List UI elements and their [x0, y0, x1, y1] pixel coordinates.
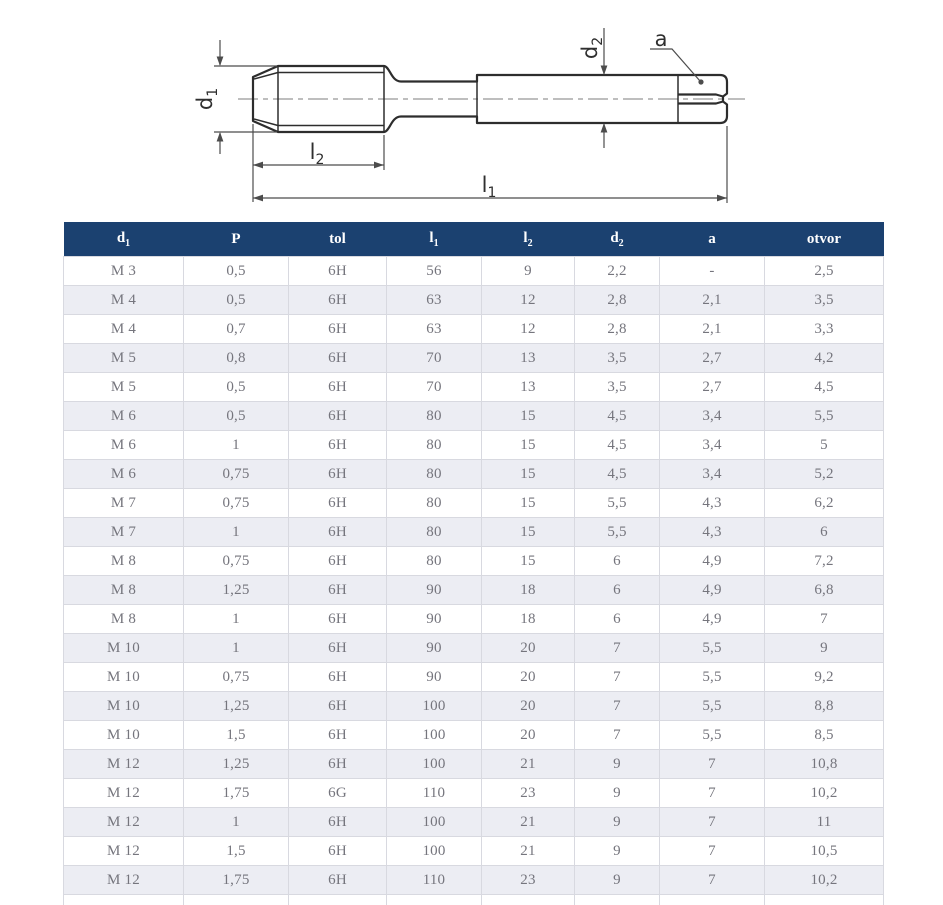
table-cell: 63 — [387, 286, 482, 315]
table-cell: 7 — [660, 808, 765, 837]
table-cell: M 4 — [64, 286, 184, 315]
table-cell: 56 — [387, 257, 482, 286]
table-cell: 6H — [289, 344, 387, 373]
table-cell: 6H — [289, 721, 387, 750]
table-cell: 9 — [575, 779, 660, 808]
table-cell: 7 — [575, 663, 660, 692]
table-cell: M 7 — [64, 518, 184, 547]
l2-arrow-right — [374, 162, 384, 169]
column-header-a: a — [660, 222, 765, 257]
table-cell: 6H — [289, 257, 387, 286]
table-cell: 15 — [482, 431, 575, 460]
table-cell: 1,25 — [184, 692, 289, 721]
table-cell: M 10 — [64, 692, 184, 721]
table-cell: M 10 — [64, 721, 184, 750]
column-header-d2: $d_2$ — [575, 222, 660, 257]
table-cell: 5 — [765, 431, 884, 460]
table-cell: 3,4 — [660, 402, 765, 431]
table-row — [64, 257, 884, 286]
table-cell: 1,5 — [184, 837, 289, 866]
table-cell: 12 — [482, 315, 575, 344]
table-cell: 90 — [387, 634, 482, 663]
column-header-l2: $l_2$ — [482, 222, 575, 257]
table-cell: 20 — [482, 721, 575, 750]
table-cell: 6 — [575, 605, 660, 634]
table-cell: 80 — [387, 489, 482, 518]
table-cell: M 8 — [64, 547, 184, 576]
table-cell: 3,4 — [660, 460, 765, 489]
table-cell: 6H — [289, 837, 387, 866]
clipped-row — [64, 895, 884, 905]
table-cell: 10,2 — [765, 866, 884, 895]
table-row — [64, 692, 884, 721]
table-cell: 8,5 — [765, 721, 884, 750]
l1-arrow-right — [717, 195, 727, 202]
table-cell: 2,1 — [660, 315, 765, 344]
table-cell: 3,5 — [765, 286, 884, 315]
table-cell: M 5 — [64, 344, 184, 373]
table-cell: 23 — [482, 866, 575, 895]
table-cell: 1,25 — [184, 576, 289, 605]
table-body — [64, 257, 884, 905]
table-cell: 4,9 — [660, 605, 765, 634]
d1-arrow-top — [217, 57, 224, 67]
dim-label-l1: $l_1$ — [481, 173, 497, 201]
table-cell: 90 — [387, 663, 482, 692]
l2-arrow-left — [253, 162, 263, 169]
table-cell: 12 — [482, 286, 575, 315]
table-cell: 100 — [387, 750, 482, 779]
table-cell: 7 — [660, 750, 765, 779]
table-row — [64, 808, 884, 837]
table-cell: 10,8 — [765, 750, 884, 779]
table-cell: 23 — [482, 779, 575, 808]
d2-arrow-bottom — [601, 123, 608, 133]
table-cell: M 7 — [64, 489, 184, 518]
table-cell: 10,2 — [765, 779, 884, 808]
table-cell: 6H — [289, 431, 387, 460]
table-cell: 1 — [184, 431, 289, 460]
table-cell: 6H — [289, 460, 387, 489]
table-cell: 11 — [765, 808, 884, 837]
table-header-row — [64, 222, 884, 257]
technical-drawing — [0, 0, 943, 220]
table-cell: 0,7 — [184, 315, 289, 344]
table-cell: 9 — [575, 866, 660, 895]
table-row — [64, 750, 884, 779]
table-cell: 7 — [660, 779, 765, 808]
table-cell: 20 — [482, 634, 575, 663]
d1-arrow-bottom — [217, 132, 224, 142]
table-cell: 100 — [387, 692, 482, 721]
table-cell: 7 — [575, 692, 660, 721]
table-cell: 5,5 — [575, 489, 660, 518]
square-slot-top — [678, 95, 723, 97]
table-cell: 6 — [575, 576, 660, 605]
table-row — [64, 286, 884, 315]
table-cell: M 10 — [64, 663, 184, 692]
table-cell: 80 — [387, 431, 482, 460]
table-cell: 6,2 — [765, 489, 884, 518]
table-cell: 15 — [482, 489, 575, 518]
table-cell: M 12 — [64, 837, 184, 866]
table-cell: 8,8 — [765, 692, 884, 721]
table-cell: M 12 — [64, 779, 184, 808]
a-leader-line — [650, 49, 700, 81]
dim-label-d2: $d_2$ — [578, 36, 606, 60]
table-cell — [387, 895, 482, 905]
table-row — [64, 315, 884, 344]
table-cell: 2,2 — [575, 257, 660, 286]
table-cell: 100 — [387, 721, 482, 750]
table-cell: 13 — [482, 373, 575, 402]
table-cell: 5,5 — [660, 663, 765, 692]
table-cell: 6 — [765, 518, 884, 547]
table-cell: 0,5 — [184, 373, 289, 402]
column-header-P: P — [184, 222, 289, 257]
table-cell: 80 — [387, 402, 482, 431]
tap-drawing-svg — [0, 0, 943, 220]
table-cell: 3,5 — [575, 373, 660, 402]
table-row — [64, 489, 884, 518]
table-cell: 6H — [289, 866, 387, 895]
table-row — [64, 721, 884, 750]
table-row — [64, 576, 884, 605]
table-cell: 5,5 — [660, 634, 765, 663]
table-cell: 6H — [289, 605, 387, 634]
table-cell: 80 — [387, 547, 482, 576]
table-cell: 5,5 — [660, 692, 765, 721]
table-cell: 18 — [482, 605, 575, 634]
table-cell: 1,75 — [184, 779, 289, 808]
table-cell: 6H — [289, 692, 387, 721]
table-cell: 20 — [482, 663, 575, 692]
table-cell: 0,5 — [184, 402, 289, 431]
table-cell: M 5 — [64, 373, 184, 402]
table-cell: 0,75 — [184, 547, 289, 576]
table-cell: 6,8 — [765, 576, 884, 605]
table-cell: 100 — [387, 837, 482, 866]
table-cell: 20 — [482, 692, 575, 721]
tap-spec-table — [63, 222, 884, 905]
table-cell: 7 — [660, 866, 765, 895]
table-cell: 4,3 — [660, 489, 765, 518]
table-cell: 4,5 — [575, 460, 660, 489]
a-leader-dot — [698, 79, 703, 84]
table-cell: 2,8 — [575, 286, 660, 315]
table-cell: 90 — [387, 576, 482, 605]
table-cell: 15 — [482, 460, 575, 489]
table-cell: 70 — [387, 373, 482, 402]
table-cell: 1 — [184, 605, 289, 634]
table-cell: 0,5 — [184, 286, 289, 315]
table-cell: 7 — [575, 721, 660, 750]
table-cell — [64, 895, 184, 905]
table-cell: 4,9 — [660, 576, 765, 605]
table-cell: 6H — [289, 750, 387, 779]
column-header-tol: tol — [289, 222, 387, 257]
table-cell — [482, 895, 575, 905]
table-cell — [184, 895, 289, 905]
table-cell — [765, 895, 884, 905]
table-cell: 110 — [387, 866, 482, 895]
table-cell: 0,75 — [184, 460, 289, 489]
table-cell: 5,5 — [575, 518, 660, 547]
table-cell: 4,5 — [575, 431, 660, 460]
table-cell: 2,7 — [660, 344, 765, 373]
table-cell: M 12 — [64, 808, 184, 837]
table-cell: 90 — [387, 605, 482, 634]
table-cell — [575, 895, 660, 905]
table-row — [64, 605, 884, 634]
dim-label-a: a — [654, 27, 668, 51]
table-cell — [289, 895, 387, 905]
table-cell: 9 — [575, 808, 660, 837]
column-header-l1: $l_1$ — [387, 222, 482, 257]
table-cell: 6H — [289, 286, 387, 315]
table-cell: 7 — [765, 605, 884, 634]
table-cell: M 6 — [64, 402, 184, 431]
table-cell: 21 — [482, 750, 575, 779]
table-cell: 9,2 — [765, 663, 884, 692]
column-header-d1: $d_1$ — [64, 222, 184, 257]
table-cell: 6H — [289, 402, 387, 431]
table-row — [64, 431, 884, 460]
table-cell: 7 — [660, 837, 765, 866]
table-cell: 80 — [387, 518, 482, 547]
table-cell: M 6 — [64, 460, 184, 489]
table-cell: 4,3 — [660, 518, 765, 547]
table-cell: 70 — [387, 344, 482, 373]
table-cell: 21 — [482, 837, 575, 866]
table-cell: 6H — [289, 634, 387, 663]
table-cell: 6H — [289, 547, 387, 576]
table-cell: 6G — [289, 779, 387, 808]
table-cell: 9 — [765, 634, 884, 663]
table-cell: 15 — [482, 518, 575, 547]
table-cell: 1,5 — [184, 721, 289, 750]
d2-arrow-top — [601, 66, 608, 76]
table-cell: 6H — [289, 576, 387, 605]
table-row — [64, 344, 884, 373]
column-header-otvor: otvor — [765, 222, 884, 257]
dim-label-d1: $d_1$ — [193, 87, 221, 111]
table-cell: 1 — [184, 518, 289, 547]
table-row — [64, 634, 884, 663]
table-cell: 18 — [482, 576, 575, 605]
table-row — [64, 837, 884, 866]
table-cell: 80 — [387, 460, 482, 489]
table-cell: 15 — [482, 547, 575, 576]
table-cell: 10,5 — [765, 837, 884, 866]
table-cell: 0,8 — [184, 344, 289, 373]
table-cell: 3,3 — [765, 315, 884, 344]
table-cell: 6H — [289, 315, 387, 344]
square-slot-bottom — [678, 102, 723, 104]
table-cell: 6H — [289, 663, 387, 692]
table-row — [64, 866, 884, 895]
table-row — [64, 663, 884, 692]
table-cell: 100 — [387, 808, 482, 837]
table-cell: 4,5 — [765, 373, 884, 402]
table-cell: 13 — [482, 344, 575, 373]
table-cell: M 6 — [64, 431, 184, 460]
table-cell: 3,5 — [575, 344, 660, 373]
table-cell: 6H — [289, 373, 387, 402]
table-cell: 63 — [387, 315, 482, 344]
table-cell — [660, 895, 765, 905]
table-cell: M 10 — [64, 634, 184, 663]
table-row — [64, 547, 884, 576]
table-cell: 1,75 — [184, 866, 289, 895]
table-cell: 15 — [482, 402, 575, 431]
table-cell: 1 — [184, 634, 289, 663]
table-cell: 7 — [575, 634, 660, 663]
table-cell: 21 — [482, 808, 575, 837]
table-cell: 5,5 — [660, 721, 765, 750]
table-cell: M 8 — [64, 605, 184, 634]
table-row — [64, 373, 884, 402]
l1-arrow-left — [253, 195, 263, 202]
table-cell: 9 — [575, 837, 660, 866]
table-cell: 4,9 — [660, 547, 765, 576]
table-cell: 110 — [387, 779, 482, 808]
table-row — [64, 402, 884, 431]
table-cell: 2,1 — [660, 286, 765, 315]
table-cell: 1 — [184, 808, 289, 837]
table-cell: 0,75 — [184, 663, 289, 692]
table-cell: 9 — [575, 750, 660, 779]
table-row — [64, 518, 884, 547]
table-cell: M 4 — [64, 315, 184, 344]
table-cell: 0,5 — [184, 257, 289, 286]
table-header — [64, 222, 884, 257]
table-row — [64, 779, 884, 808]
table-cell: 5,2 — [765, 460, 884, 489]
table-cell: 7,2 — [765, 547, 884, 576]
dim-label-l2: $l_2$ — [309, 140, 325, 168]
table-cell: 6H — [289, 489, 387, 518]
table-row — [64, 460, 884, 489]
table-cell: - — [660, 257, 765, 286]
table-cell: M 3 — [64, 257, 184, 286]
table-cell: 2,7 — [660, 373, 765, 402]
table-cell: 4,2 — [765, 344, 884, 373]
table-cell: 0,75 — [184, 489, 289, 518]
table-cell: M 12 — [64, 750, 184, 779]
table-cell: 9 — [482, 257, 575, 286]
table-cell: 3,4 — [660, 431, 765, 460]
table-cell: 2,5 — [765, 257, 884, 286]
table-cell: 6H — [289, 518, 387, 547]
table-cell: 2,8 — [575, 315, 660, 344]
table-cell: 6 — [575, 547, 660, 576]
table-cell: 1,25 — [184, 750, 289, 779]
table-cell: M 8 — [64, 576, 184, 605]
table-cell: M 12 — [64, 866, 184, 895]
table-cell: 6H — [289, 808, 387, 837]
table-cell: 5,5 — [765, 402, 884, 431]
table-cell: 4,5 — [575, 402, 660, 431]
